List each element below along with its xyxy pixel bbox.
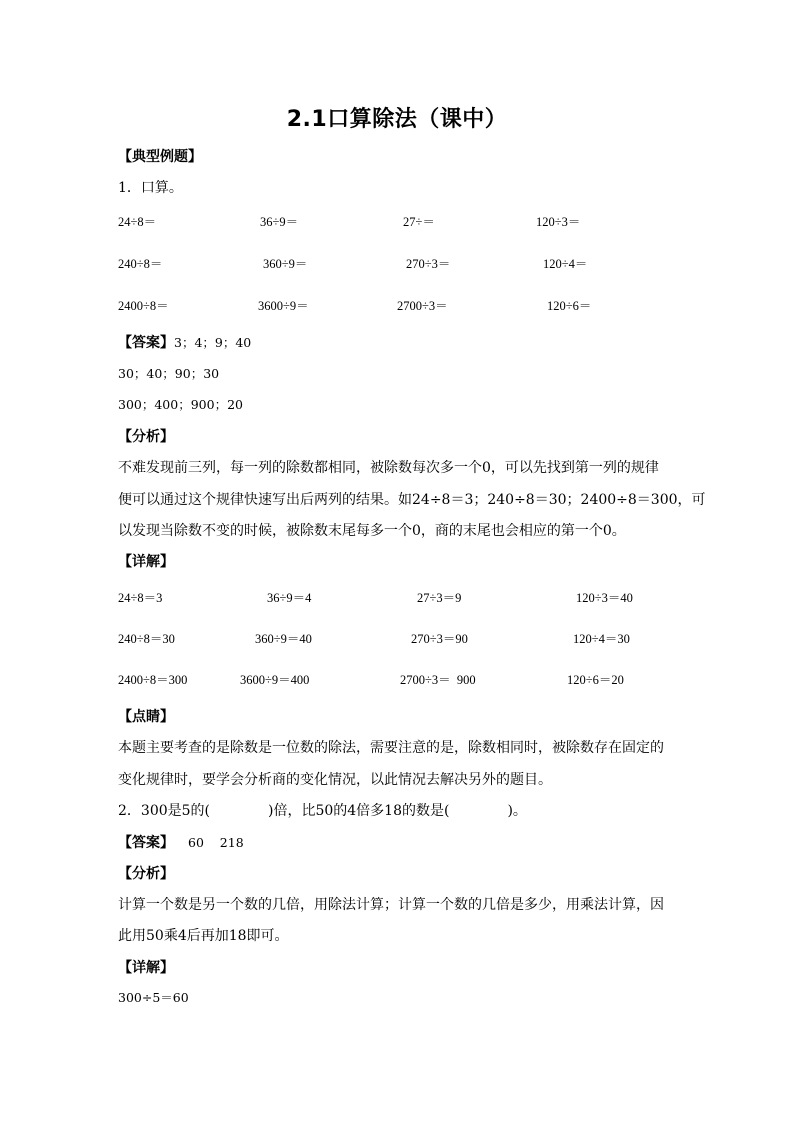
question-2-part-b: )倍，比50的4倍多18的数是( bbox=[268, 803, 450, 819]
detail-cell: 2400÷8＝300 bbox=[118, 673, 188, 687]
point-text: 变化规律时，要学会分析商的变化情况，以此情况去解决另外的题目。 bbox=[118, 772, 552, 788]
question-2-part-c: )。 bbox=[507, 803, 527, 819]
answer-label: 【答案】 bbox=[118, 335, 174, 351]
exercise-cell: 24÷8＝ bbox=[118, 215, 157, 229]
answer-line: 30；40；90；30 bbox=[118, 366, 220, 381]
answer-text: 3；4；9；40 bbox=[174, 335, 252, 350]
exercise-cell: 120÷3＝ bbox=[536, 215, 581, 229]
detail-text: 300÷5＝60 bbox=[118, 990, 189, 1005]
detail-cell: 36÷9＝4 bbox=[267, 591, 312, 605]
analysis-label: 【分析】 bbox=[118, 866, 174, 882]
answer-label: 【答案】 bbox=[118, 835, 174, 851]
answer-line bbox=[118, 832, 244, 852]
detail-label: 【详解】 bbox=[118, 960, 174, 976]
answer-line: 300；400；900；20 bbox=[118, 397, 243, 412]
section-header: 【典型例题】 bbox=[118, 149, 202, 165]
question-1-label: 1．口算。 bbox=[118, 180, 183, 196]
detail-label: 【详解】 bbox=[118, 554, 174, 570]
detail-cell: 120÷3＝40 bbox=[576, 591, 633, 605]
analysis-label: 【分析】 bbox=[118, 429, 174, 445]
exercise-cell: 240÷8＝ bbox=[118, 257, 163, 271]
answer-line bbox=[118, 332, 251, 352]
exercise-cell: 360÷9＝ bbox=[263, 257, 308, 271]
detail-cell: 240÷8＝30 bbox=[118, 632, 175, 646]
point-text: 本题主要考查的是除数是一位数的除法，需要注意的是，除数相同时，被除数存在固定的 bbox=[118, 740, 664, 756]
analysis-text: 此用50乘4后再加18即可。 bbox=[118, 928, 289, 944]
exercise-cell: 2700÷3＝ bbox=[397, 299, 448, 313]
detail-cell: 120÷4＝30 bbox=[573, 632, 630, 646]
analysis-text: 以发现当除数不变的时候，被除数末尾每多一个0，商的末尾也会相应的第一个0。 bbox=[118, 523, 626, 539]
exercise-cell: 2400÷8＝ bbox=[118, 299, 169, 313]
exercise-cell: 270÷3＝ bbox=[406, 257, 451, 271]
exercise-cell: 120÷4＝ bbox=[543, 257, 588, 271]
exercise-cell: 27÷＝ bbox=[403, 215, 435, 229]
detail-cell: 24÷8＝3 bbox=[118, 591, 163, 605]
analysis-text: 不难发现前三列，每一列的除数都相同，被除数每次多一个0，可以先找到第一列的规律 bbox=[118, 460, 659, 476]
question-2-text bbox=[118, 800, 527, 820]
question-2-part-a: 2．300是5的( bbox=[118, 803, 210, 819]
detail-cell: 27÷3＝9 bbox=[417, 591, 462, 605]
exercise-cell: 3600÷9＝ bbox=[258, 299, 309, 313]
analysis-text: 计算一个数是另一个数的几倍，用除法计算；计算一个数的几倍是多少，用乘法计算，因 bbox=[118, 897, 664, 913]
detail-cell: 2700÷3＝ 900 bbox=[400, 673, 476, 687]
point-label: 【点睛】 bbox=[118, 709, 174, 725]
detail-cell: 120÷6＝20 bbox=[567, 673, 624, 687]
detail-cell: 270÷3＝90 bbox=[411, 632, 468, 646]
exercise-cell: 120÷6＝ bbox=[547, 299, 592, 313]
answer-text: 60 218 bbox=[188, 835, 244, 850]
exercise-cell: 36÷9＝ bbox=[260, 215, 299, 229]
detail-cell: 360÷9＝40 bbox=[255, 632, 312, 646]
page-title: 2.1口算除法（课中） bbox=[286, 107, 508, 132]
analysis-text: 便可以通过这个规律快速写出后两列的结果。如24÷8＝3；240÷8＝30；2400÷8＝300，可 bbox=[118, 492, 706, 508]
detail-cell: 3600÷9＝400 bbox=[240, 673, 310, 687]
